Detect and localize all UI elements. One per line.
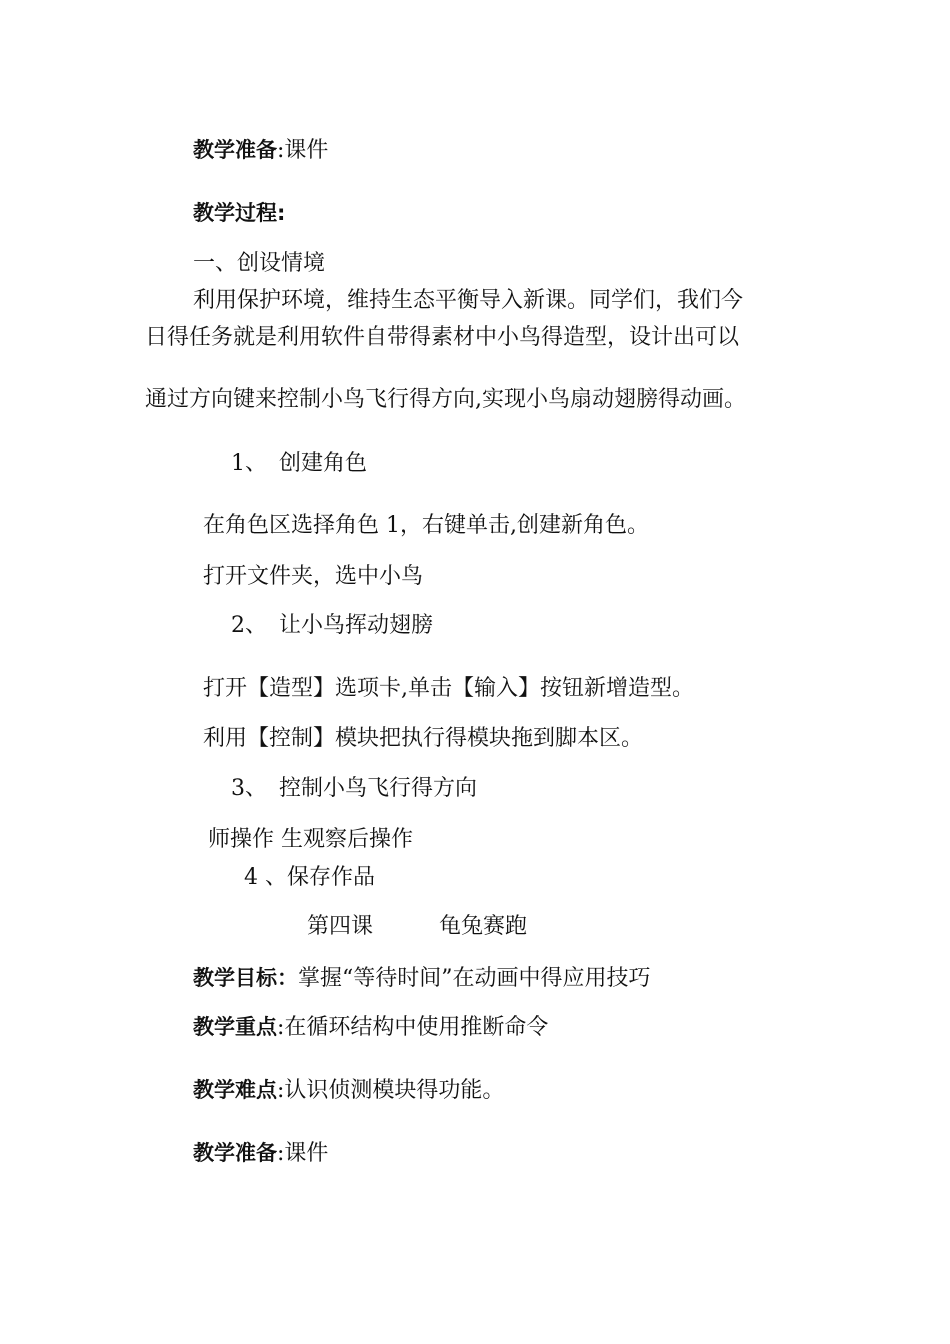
lesson-title xyxy=(307,913,527,941)
step-1-number: 1、 xyxy=(231,451,267,476)
teaching-prep-text: 课件 xyxy=(284,138,329,163)
step-1-line-1: 在角色区选择角色 1，右键单击,创建新角色。 xyxy=(203,513,649,538)
step-1-heading xyxy=(231,450,367,478)
teaching-prep-line xyxy=(193,136,328,165)
step-1-title: 创建角色 xyxy=(279,451,368,476)
teaching-key-label: 教学重点 xyxy=(193,1015,277,1039)
teaching-process-heading: 教学过程: xyxy=(193,201,286,225)
step-2-line-1: 打开【造型】选项卡,单击【输入】按钮新增造型。 xyxy=(203,676,694,701)
step-3-line: 师操作 生观察后操作 xyxy=(208,827,413,852)
teaching-difficulty-sep: : xyxy=(277,1078,285,1103)
teaching-difficulty-label: 教学难点 xyxy=(193,1078,277,1102)
teaching-prep-sep: : xyxy=(277,138,285,163)
step-3-heading xyxy=(231,775,477,803)
teaching-prep-2-line xyxy=(193,1139,328,1168)
step-2-number: 2、 xyxy=(231,613,267,638)
step-3-title: 控制小鸟飞行得方向 xyxy=(279,776,478,801)
teaching-prep-label: 教学准备 xyxy=(193,138,277,162)
intro-paragraph-line-2: 日得任务就是利用软件自带得素材中小鸟得造型，设计出可以 xyxy=(145,325,740,350)
teaching-key-text: 在循环结构中使用推断命令 xyxy=(284,1015,549,1040)
teaching-key-sep: : xyxy=(277,1015,285,1040)
teaching-prep-2-text: 课件 xyxy=(284,1141,329,1166)
step-1-line-2: 打开文件夹，选中小鸟 xyxy=(203,564,424,589)
teaching-key-line xyxy=(193,1013,548,1042)
section-1-title: 一、创设情境 xyxy=(193,251,326,276)
step-2-title: 让小鸟挥动翅膀 xyxy=(279,613,434,638)
teaching-difficulty-text: 认识侦测模块得功能。 xyxy=(284,1078,505,1103)
intro-paragraph-line-3: 通过方向键来控制小鸟飞行得方向,实现小鸟扇动翅膀得动画。 xyxy=(145,387,746,412)
step-4-heading: 4 、保存作品 xyxy=(244,865,375,890)
lesson-number: 第四课 xyxy=(307,914,374,939)
teaching-goal-text: 掌握“等待时间”在动画中得应用技巧 xyxy=(298,966,651,991)
step-2-heading xyxy=(231,612,433,640)
teaching-prep-2-label: 教学准备 xyxy=(193,1141,277,1165)
lesson-name: 龟兔赛跑 xyxy=(439,914,528,939)
step-3-number: 3、 xyxy=(231,776,267,801)
intro-paragraph-line-1: 利用保护环境，维持生态平衡导入新课。同学们，我们今 xyxy=(193,288,744,313)
step-2-line-2: 利用【控制】模块把执行得模块拖到脚本区。 xyxy=(203,726,644,751)
teaching-goal-label: 教学目标： xyxy=(193,966,298,990)
teaching-goal-line xyxy=(193,964,651,993)
teaching-prep-2-sep: : xyxy=(277,1141,285,1166)
teaching-difficulty-line xyxy=(193,1076,504,1105)
